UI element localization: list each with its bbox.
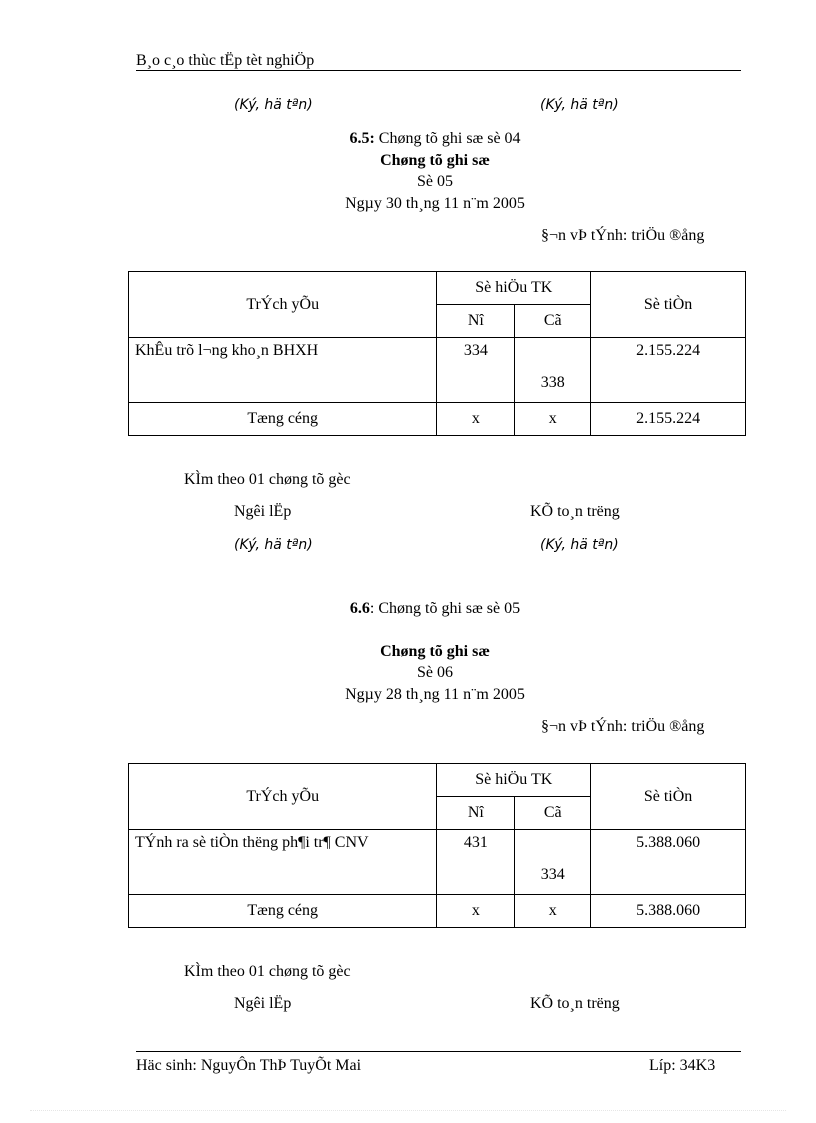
voucher-table-2 bbox=[128, 763, 746, 928]
table-row bbox=[129, 830, 746, 895]
voucher-table-1 bbox=[128, 271, 746, 436]
header-account-number: Sè hiÖu TK bbox=[437, 764, 591, 797]
total-debit: x bbox=[437, 403, 515, 436]
total-amount: 2.155.224 bbox=[591, 403, 746, 436]
header-debit: Nî bbox=[437, 305, 515, 338]
total-debit: x bbox=[437, 895, 515, 928]
row-amount: 2.155.224 bbox=[591, 338, 746, 403]
row-description: KhÊu trõ l¬ng kho¸n BHXH bbox=[129, 338, 437, 403]
header-description: TrÝch yÕu bbox=[129, 764, 437, 830]
header-amount: Sè tiÒn bbox=[591, 764, 746, 830]
total-label: Tæng céng bbox=[129, 895, 437, 928]
attached-documents: KÌm theo 01 chøng tõ gèc bbox=[184, 471, 351, 488]
chief-accountant: KÕ to¸n trëng bbox=[530, 995, 620, 1012]
unit-label: §¬n vÞ tÝnh: triÖu ®ång bbox=[541, 718, 705, 735]
row-description: TÝnh ra sè tiÒn thëng ph¶i tr¶ CNV bbox=[129, 830, 437, 895]
voucher-date: Ngµy 30 th¸ng 11 n¨m 2005 bbox=[345, 195, 525, 212]
unit-label: §¬n vÞ tÝnh: triÖu ®ång bbox=[541, 227, 705, 244]
header-credit: Cã bbox=[515, 797, 591, 830]
total-label: Tæng céng bbox=[129, 403, 437, 436]
footer-rule bbox=[136, 1051, 741, 1052]
total-credit: x bbox=[515, 403, 591, 436]
signature-hint-left: (Ký, hä tªn) bbox=[234, 537, 313, 553]
row-credit: 338 bbox=[515, 338, 591, 403]
voucher-title: Chøng tõ ghi sæ bbox=[380, 152, 490, 169]
voucher-date: Ngµy 28 th¸ng 11 n¨m 2005 bbox=[345, 686, 525, 703]
header-rule bbox=[136, 70, 741, 71]
caption-number: 6.5: bbox=[349, 130, 375, 147]
caption-number: 6.6 bbox=[349, 600, 370, 617]
table-total-row bbox=[129, 403, 746, 436]
voucher-title: Chøng tõ ghi sæ bbox=[380, 643, 490, 660]
table-row bbox=[129, 338, 746, 403]
total-amount: 5.388.060 bbox=[591, 895, 746, 928]
voucher-number: Sè 05 bbox=[417, 173, 453, 190]
row-debit: 334 bbox=[437, 338, 515, 403]
total-credit: x bbox=[515, 895, 591, 928]
voucher-number: Sè 06 bbox=[417, 664, 453, 681]
footer-class: Líp: 34K3 bbox=[649, 1057, 716, 1074]
caption-6-6 bbox=[0, 600, 816, 618]
signature-hint-right: (Ký, hä tªn) bbox=[540, 97, 619, 113]
header-credit: Cã bbox=[515, 305, 591, 338]
header-debit: Nî bbox=[437, 797, 515, 830]
page-header-title: B¸o c¸o thùc tËp tèt nghiÖp bbox=[136, 52, 315, 69]
signature-hint-right: (Ký, hä tªn) bbox=[540, 537, 619, 553]
header-account-number: Sè hiÖu TK bbox=[437, 272, 591, 305]
header-amount: Sè tiÒn bbox=[591, 272, 746, 338]
caption-text: : Chøng tõ ghi sæ sè 05 bbox=[369, 600, 521, 617]
prepared-by: Ngêi lËp bbox=[234, 995, 292, 1012]
signature-hint-left: (Ký, hä tªn) bbox=[234, 97, 313, 113]
row-credit: 334 bbox=[515, 830, 591, 895]
row-debit: 431 bbox=[437, 830, 515, 895]
prepared-by: Ngêi lËp bbox=[234, 503, 292, 520]
row-amount: 5.388.060 bbox=[591, 830, 746, 895]
chief-accountant: KÕ to¸n trëng bbox=[530, 503, 620, 520]
table-total-row bbox=[129, 895, 746, 928]
page-bottom-divider bbox=[30, 1110, 786, 1111]
attached-documents: KÌm theo 01 chøng tõ gèc bbox=[184, 963, 351, 980]
header-description: TrÝch yÕu bbox=[129, 272, 437, 338]
footer-student: Häc sinh: NguyÔn ThÞ TuyÕt Mai bbox=[136, 1057, 362, 1074]
caption-text: Chøng tõ ghi sæ sè 04 bbox=[374, 130, 521, 147]
caption-6-5 bbox=[0, 130, 816, 148]
